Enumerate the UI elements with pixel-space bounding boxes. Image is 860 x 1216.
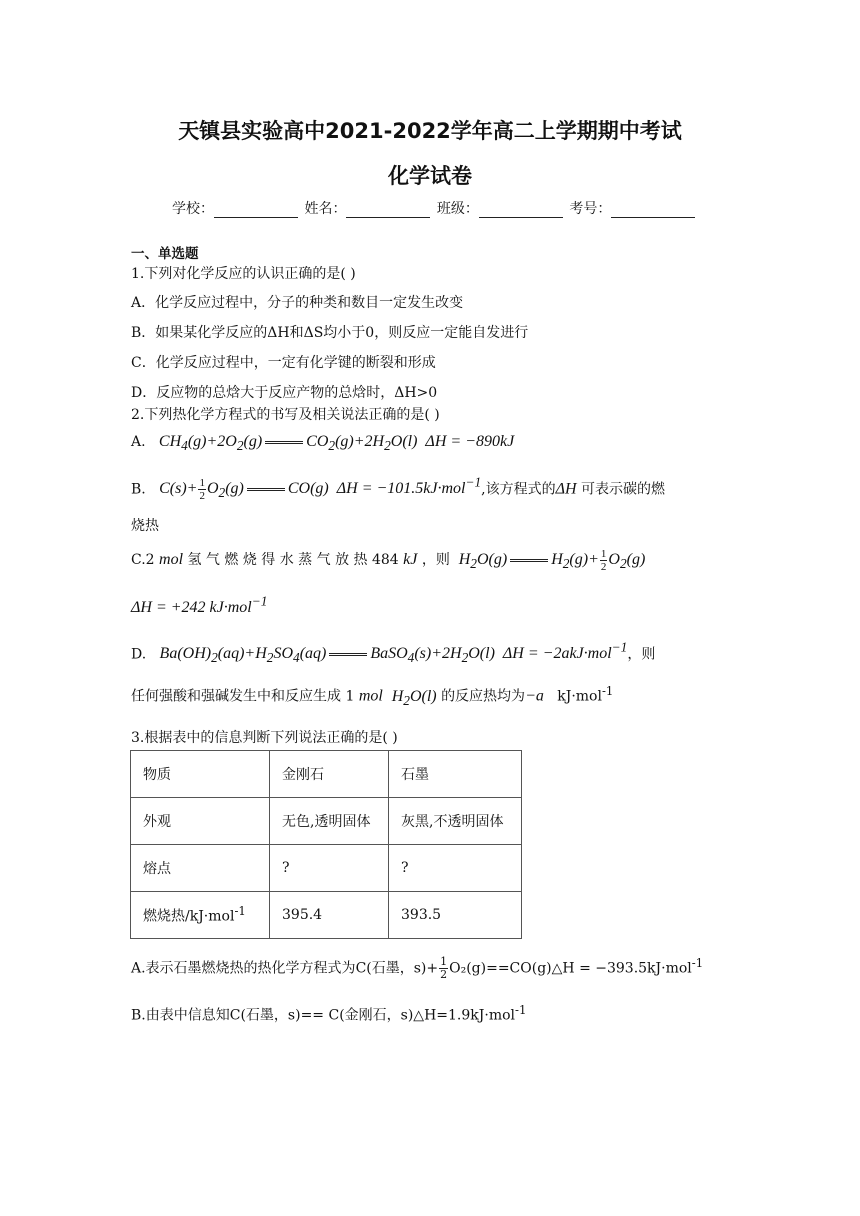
equation-c: $H_2O(g)$ $H_2(g)+$ $\frac{1}{2}$ $O_2(g)$ (458, 548, 646, 573)
table-cell: 393.5 (389, 892, 522, 939)
q2-option-d: D. $Ba(OH)_2(aq)+H_2SO_4(aq)$ $BaSO_4(s)+2H_2O(l) \Delta H = -2akJ\cdot mol^{-1}$，则 (131, 640, 656, 666)
table-cell: 金刚石 (270, 751, 389, 798)
class-blank (479, 203, 563, 218)
q3-stem: 3.根据表中的信息判断下列说法正确的是( ) (131, 730, 398, 746)
table-cell: ? (389, 845, 522, 892)
table-row (131, 798, 522, 845)
table-cell: 燃烧热/kJ·mol$^{-1}$ (131, 892, 270, 939)
table-cell: 熔点 (131, 845, 270, 892)
name-label: 姓名： (304, 201, 347, 217)
enthalpy-d: ΔH = −2akJ·mol$^{-1}$ (502, 640, 628, 663)
q2-option-b: B. C(s)+ $\frac{1}{2}$ $O_2(g)$ CO(g) ΔH = −101.5kJ·mol$^{-1}$,该方程式的ΔH 可表示碳的燃 (131, 475, 666, 503)
q1-option-b: B．如果某化学反应的ΔH和ΔS均小于0，则反应一定能自发进行 (131, 325, 529, 341)
q1-option-d: D．反应物的总焓大于反应产物的总焓时，ΔH>0 (131, 385, 438, 401)
table-cell: ? (270, 845, 389, 892)
table-cell: 物质 (131, 751, 270, 798)
table-cell: 395.4 (270, 892, 389, 939)
q3-option-b: B.由表中信息知C(石墨，s)== C(金刚石，s)△H=1.9kJ·mol$^{-1}$ (131, 1003, 527, 1024)
table-row (131, 892, 522, 939)
q2-option-b-cont: 烧热 (131, 518, 159, 534)
equation-b: C(s)+ $\frac{1}{2}$ $O_2(g)$ CO(g) (159, 477, 337, 503)
table-row (131, 751, 522, 798)
table-row (131, 845, 522, 892)
equation-d: $Ba(OH)_2(aq)+H_2SO_4(aq)$ $BaSO_4(s)+2H_2O(l)$ (159, 645, 503, 666)
id-blank (611, 203, 695, 218)
school-label: 学校： (172, 201, 214, 217)
enthalpy-a: ΔH = −890kJ (425, 433, 515, 450)
exam-subtitle: 化学试卷 (388, 164, 472, 188)
table-cell: 外观 (131, 798, 270, 845)
school-blank (214, 203, 298, 218)
table-cell: 无色,透明固体 (270, 798, 389, 845)
table-cell: 石墨 (389, 751, 522, 798)
exam-title: 天镇县实验高中2021-2022学年高二上学期期中考试 (178, 119, 682, 143)
class-label: 班级： (436, 201, 479, 217)
q2-option-d-cont: 任何强酸和强碱发生中和反应生成 1 mol $H_2O(l)$ 的反应热均为−a kJ·mol$^{-1}$ (131, 684, 614, 708)
q1-option-a: A．化学反应过程中，分子的种类和数目一定发生改变 (131, 295, 464, 311)
properties-table (130, 750, 522, 939)
q2-option-c: C.2 mol 氢 气 燃 烧 得 水 蒸 气 放 热 484 kJ ，则 $H_2O(g)$ $H_2(g)+$ $\frac{1}{2}$ $O_2(g)$ (131, 548, 646, 573)
table-cell: 灰黑,不透明固体 (389, 798, 522, 845)
enthalpy-c: ΔH = +242 kJ·mol$^{-1}$ (131, 594, 268, 617)
q2-option-c-cont (131, 594, 267, 617)
q2-stem: 2.下列热化学方程式的书写及相关说法正确的是( ) (131, 407, 440, 423)
section-heading: 一、单选题 (131, 246, 199, 262)
name-blank (346, 203, 430, 218)
enthalpy-b: ΔH = −101.5kJ·mol$^{-1}$ (336, 475, 482, 498)
student-info-line (172, 198, 697, 218)
q3-option-a: A.表示石墨燃烧热的热化学方程式为C(石墨，s)+ $\frac{1}{2}$ O₂(g)==CO(g)△H = −393.5kJ·mol$^{-1}$ (131, 955, 704, 982)
q2-option-a: A. $CH_4(g)+2O_2(g)$ $CO_2(g)+2H_2O(l) \Delta H = -890kJ$ (131, 433, 515, 454)
equation-a: $CH_4(g)+2O_2(g)$ $CO_2(g)+2H_2O(l)$ (158, 433, 426, 454)
q1-option-c: C．化学反应过程中，一定有化学键的断裂和形成 (131, 355, 436, 371)
q1-stem: 1.下列对化学反应的认识正确的是( ) (131, 266, 356, 282)
id-label: 考号： (569, 201, 612, 217)
